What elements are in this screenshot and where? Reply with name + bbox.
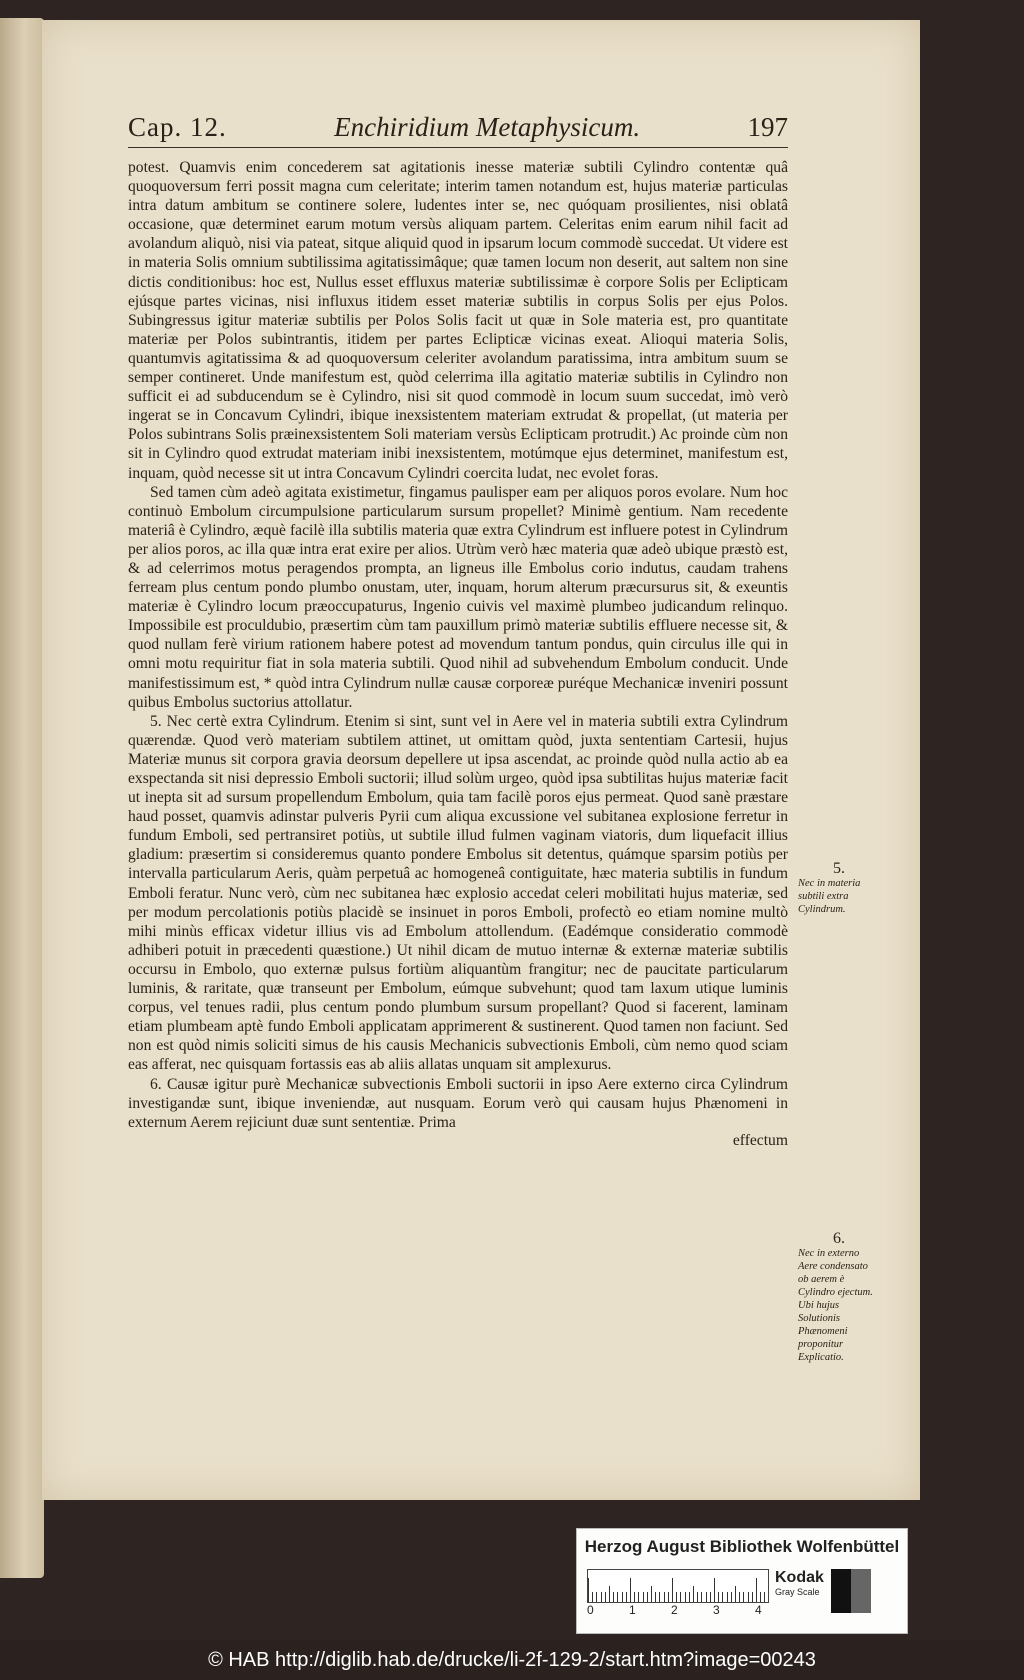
marginal-note-text: Nec in externo Aere condensato ob aerem è Cylindro ejectum. Ubi hujus Solutionis Phænomeni proponitur Explicatio. — [798, 1248, 873, 1363]
ruler-tick — [693, 1586, 694, 1602]
ruler-tick — [727, 1592, 728, 1602]
ruler-number: 2 — [671, 1603, 678, 1617]
ruler-tick — [638, 1592, 639, 1602]
ruler-tick — [764, 1592, 765, 1602]
ruler-tick — [739, 1592, 740, 1602]
paragraph: Sed tamen cùm adeò agitata existimetur, fingamus paulisper eam per aliquos poros evolare. Num hoc continuò Embolum circumpulsione particularum sursum propellet? Minimè gentium. Nam recedente materiâ è Cylindro, æquè facilè illa subtilis materia quæ extra Cylindrum est influere potest in Cylindrum per alios poros, ac illa quæ intra erat exire per alios. Utrùm verò hæc materia quæ adeò ubique præstò est, & ad celerrimos motus peragendos prompta, an ligneus ille Embolus corio indutus, caudam trahens ferream plus centum pondo plumbo onustam, uter, inquam, horum alterum præcursurus sit, & exeuntis materiæ è Cylindro locum præoccupaturus, Ingenio cuivis vel maximè plumbeo judicandum relinquo. Impossibile est proculdubio, præsertim cùm tam pauxillum primò materiæ subtilis effluere necesse sit, & quod nullam ferè virium rationem habere potest ad movendum tantum pondus, quin circulus ille qui in omni motu requiritur fiat in sola materia subtili. Quod nihil ad subvehendum Embolum conducit. Unde manifestissimum est, * quòd intra Cylindrum nullæ causæ corporeæ puréque Mechanicæ inveniri possunt quibus Embolus suctorius attollatur. — [128, 483, 788, 711]
copyright-text: © HAB http://diglib.hab.de/drucke/li-2f-129-2/start.htm?image=00243 — [208, 1648, 816, 1671]
ruler-tick — [643, 1592, 644, 1602]
book-title: Enchiridium Metaphysicum. — [334, 112, 641, 142]
marginal-note — [798, 1232, 880, 1364]
ruler-number: 0 — [587, 1603, 594, 1617]
ruler-tick — [748, 1592, 749, 1602]
ruler-tick — [714, 1578, 715, 1602]
ruler-tick — [617, 1592, 618, 1602]
ruler-tick — [630, 1578, 631, 1602]
page-content — [128, 112, 788, 1150]
ruler-tick — [613, 1592, 614, 1602]
ruler-tick — [706, 1592, 707, 1602]
ruler-tick — [743, 1592, 744, 1602]
running-head — [128, 112, 788, 148]
paragraph: 5. Nec certè extra Cylindrum. Etenim si sint, sunt vel in Aere vel in materia subtili extra Cylindrum quærendæ. Quod verò materiam subtilem attinet, ut omittam quòd, juxta sententiam Cartesii, hujus Materiæ munus sit corpora gravia deorsum depellere ut ipsa ascendat, ac proinde quòd nulla actio ab ea exspectanda sit nisi depressio Emboli suctorii; illud solùm urgeo, quòd ipsa subtilitas hujus materiæ facit ut inepta sit ad sursum propellendum Embolum, quia tam facilè poros ejus permeat. Quod sanè præstare haud posset, quamvis adinstar pulveris Pyrii cum aliqua excussione vel subitanea explosione ferretur in fundum Emboli, sed pertransiret potiùs, ut subtile illud fulmen vaginam viatoris, dum liquefacit illius gladium: præsertim si consideremus quanto pondere Embolus sit detentus, quámque sparsim potiùs per intervalla particularum Aeris, quàm perpetuâ ac homogeneâ contiguitate, hæc materia subtilis in fundum Emboli feratur. Nunc verò, cùm nec subitanea hæc explosio accedat celeri mobilitati hujus materiæ, sed per modum percolationis potiùs placidè se insinuet in poros Emboli, profectò eo etiam nomine multò mihi minùs efficax videtur illius vis ad Embolum attollendum. (Eadémque consideratio commodè adhiberi potuit in præcedenti quæstione.) Ut nihil dicam de mutuo internæ & externæ materiæ subtilis occursu in Embolo, quo externæ pulsus fortiùm aliquantùm frangitur; nec de paucitate particularum luminis, & raritate, quæ transeunt per Embolum, eúmque subvehunt; quod tam laxum utique luminis corpus, vel tenues radii, plus centum pondo plumbum sursum propellant? Quod si facerent, laminam etiam plumbeam aptè fundo Emboli applicatam apprimerent & sustinerent. Quod tamen non faciunt. Sed non est quòd nimis soliciti simus de his causis Mechanicis subvectionis Emboli, cùm nemo quod sciam eas afferat, nec quisquam fortassis eas ab aliis allatas unquam sit amplexurus. — [128, 712, 788, 1074]
ruler-tick — [718, 1592, 719, 1602]
copyright-footer — [0, 1640, 1024, 1680]
ruler-tick — [588, 1578, 589, 1602]
body-text — [128, 158, 788, 1132]
ruler-tick — [760, 1592, 761, 1602]
marginal-note-number: 6. — [833, 1230, 845, 1247]
paragraph: potest. Quamvis enim concederem sat agitationis inesse materiæ subtili Cylindro contentæ quâ quoquoversum ferri possit magna cum celeritate; interim tamen notandum est, hujus materiæ particulas intra datum ambitum se continere solere, ludentes inter se, nec quóquam prosilientes, nisi oblatâ occasione, quæ determinet earum motum versùs aliquam partem. Celeritas enim earum nihil facit ad avolandum aliquò, nisi via pateat, sitque aliquid quod in ipsarum locum commodè succedat. Ut videre est in materia Solis omnium subtilissima agitatissimâque; quæ tamen locum non deserit, aut saltem non sine dictis conditionibus: hoc est, Nullus esset effluxus materiæ subtilissimæ è corpore Solis per Eclipticam ejúsque partes vicinas, nisi influxus itidem esset materiæ subtilis in corpus Solis per ejus Polos. Subingressus igitur materiæ subtilis per Polos Solis facit ut quæ in Sole materia est, pro quantitate materiæ per Polos subintrantis, itidem per partes Eclipticæ vicinas exeat. Alioqui materia Solis, quantumvis agitatissima & ad quoquoversum celeriter avolandum paratissima, intra ambitum suum se semper contineret. Unde manifestum est, quòd celerrima illa agitatio materiæ subtilis in Cylindro non sufficit ei ad subducendum se è Cylindro, nisi sit quod commodè in locum suum succedat, imò verò ingerat se in Concavum Cylindri, ibique inexsistentem materiam extrudat & propellat, (ut materia per Polos subintrans Solis præinexsistentem Soli materiam versùs Eclipticam protrudit.) Ac proinde cùm non sit in Cylindro quod extrudat materiam inibi inexsistentem, motúmque ejus determinet, manifestum est, inquam, quòd necesse sit ut intra Concavum Cylindri coercita ludat, nec evolet foras. — [128, 159, 788, 482]
ruler-tick — [605, 1592, 606, 1602]
ruler-tick — [701, 1592, 702, 1602]
scale-bar — [587, 1569, 897, 1625]
ruler-tick — [722, 1592, 723, 1602]
gray-scale-patch — [831, 1569, 871, 1613]
ruler — [587, 1569, 769, 1603]
library-name: Herzog August Bibliothek Wolfenbüttel — [584, 1537, 900, 1556]
page-number: 197 — [747, 112, 788, 142]
ruler-number: 4 — [755, 1603, 762, 1617]
ruler-tick — [655, 1592, 656, 1602]
marginal-note — [798, 862, 880, 916]
ruler-tick — [609, 1586, 610, 1602]
kodak-subtitle: Gray Scale — [775, 1587, 820, 1597]
kodak-brand: Kodak — [775, 1569, 824, 1586]
catchword: effectum — [732, 1131, 788, 1149]
ruler-tick — [596, 1592, 597, 1602]
ruler-tick — [685, 1592, 686, 1602]
ruler-tick — [752, 1592, 753, 1602]
ruler-tick — [592, 1592, 593, 1602]
ruler-tick — [622, 1592, 623, 1602]
ruler-tick — [697, 1592, 698, 1602]
kodak-label — [775, 1569, 824, 1597]
ruler-tick — [651, 1586, 652, 1602]
marginal-note-text: Nec in materia subtili extra Cylindrum. — [798, 878, 861, 915]
ruler-tick — [664, 1592, 665, 1602]
ruler-tick — [647, 1592, 648, 1602]
ruler-tick — [731, 1592, 732, 1602]
previous-page-edge — [0, 18, 44, 1578]
library-color-card — [576, 1528, 908, 1634]
ruler-tick — [668, 1592, 669, 1602]
paragraph: 6. Causæ igitur purè Mechanicæ subvectionis Emboli suctorii in ipso Aere externo circa Cylindrum investigandæ sunt, ibique inveniendæ, aut nusquam. Eorum verò qui causam hujus Phænomeni in externum Aerem rejiciunt duæ sunt sententiæ. Prima — [128, 1075, 788, 1131]
ruler-tick — [756, 1578, 757, 1602]
chapter-label: Cap. 12. — [128, 112, 227, 142]
ruler-tick — [634, 1592, 635, 1602]
ruler-tick — [710, 1592, 711, 1602]
ruler-tick — [626, 1592, 627, 1602]
ruler-tick — [680, 1592, 681, 1602]
ruler-tick — [659, 1592, 660, 1602]
ruler-number: 1 — [629, 1603, 636, 1617]
ruler-tick — [672, 1578, 673, 1602]
ruler-number: 3 — [713, 1603, 720, 1617]
ruler-tick — [689, 1592, 690, 1602]
marginal-note-number: 5. — [833, 860, 845, 877]
ruler-tick — [735, 1586, 736, 1602]
book-page — [42, 20, 920, 1500]
ruler-tick — [601, 1592, 602, 1602]
ruler-tick — [676, 1592, 677, 1602]
